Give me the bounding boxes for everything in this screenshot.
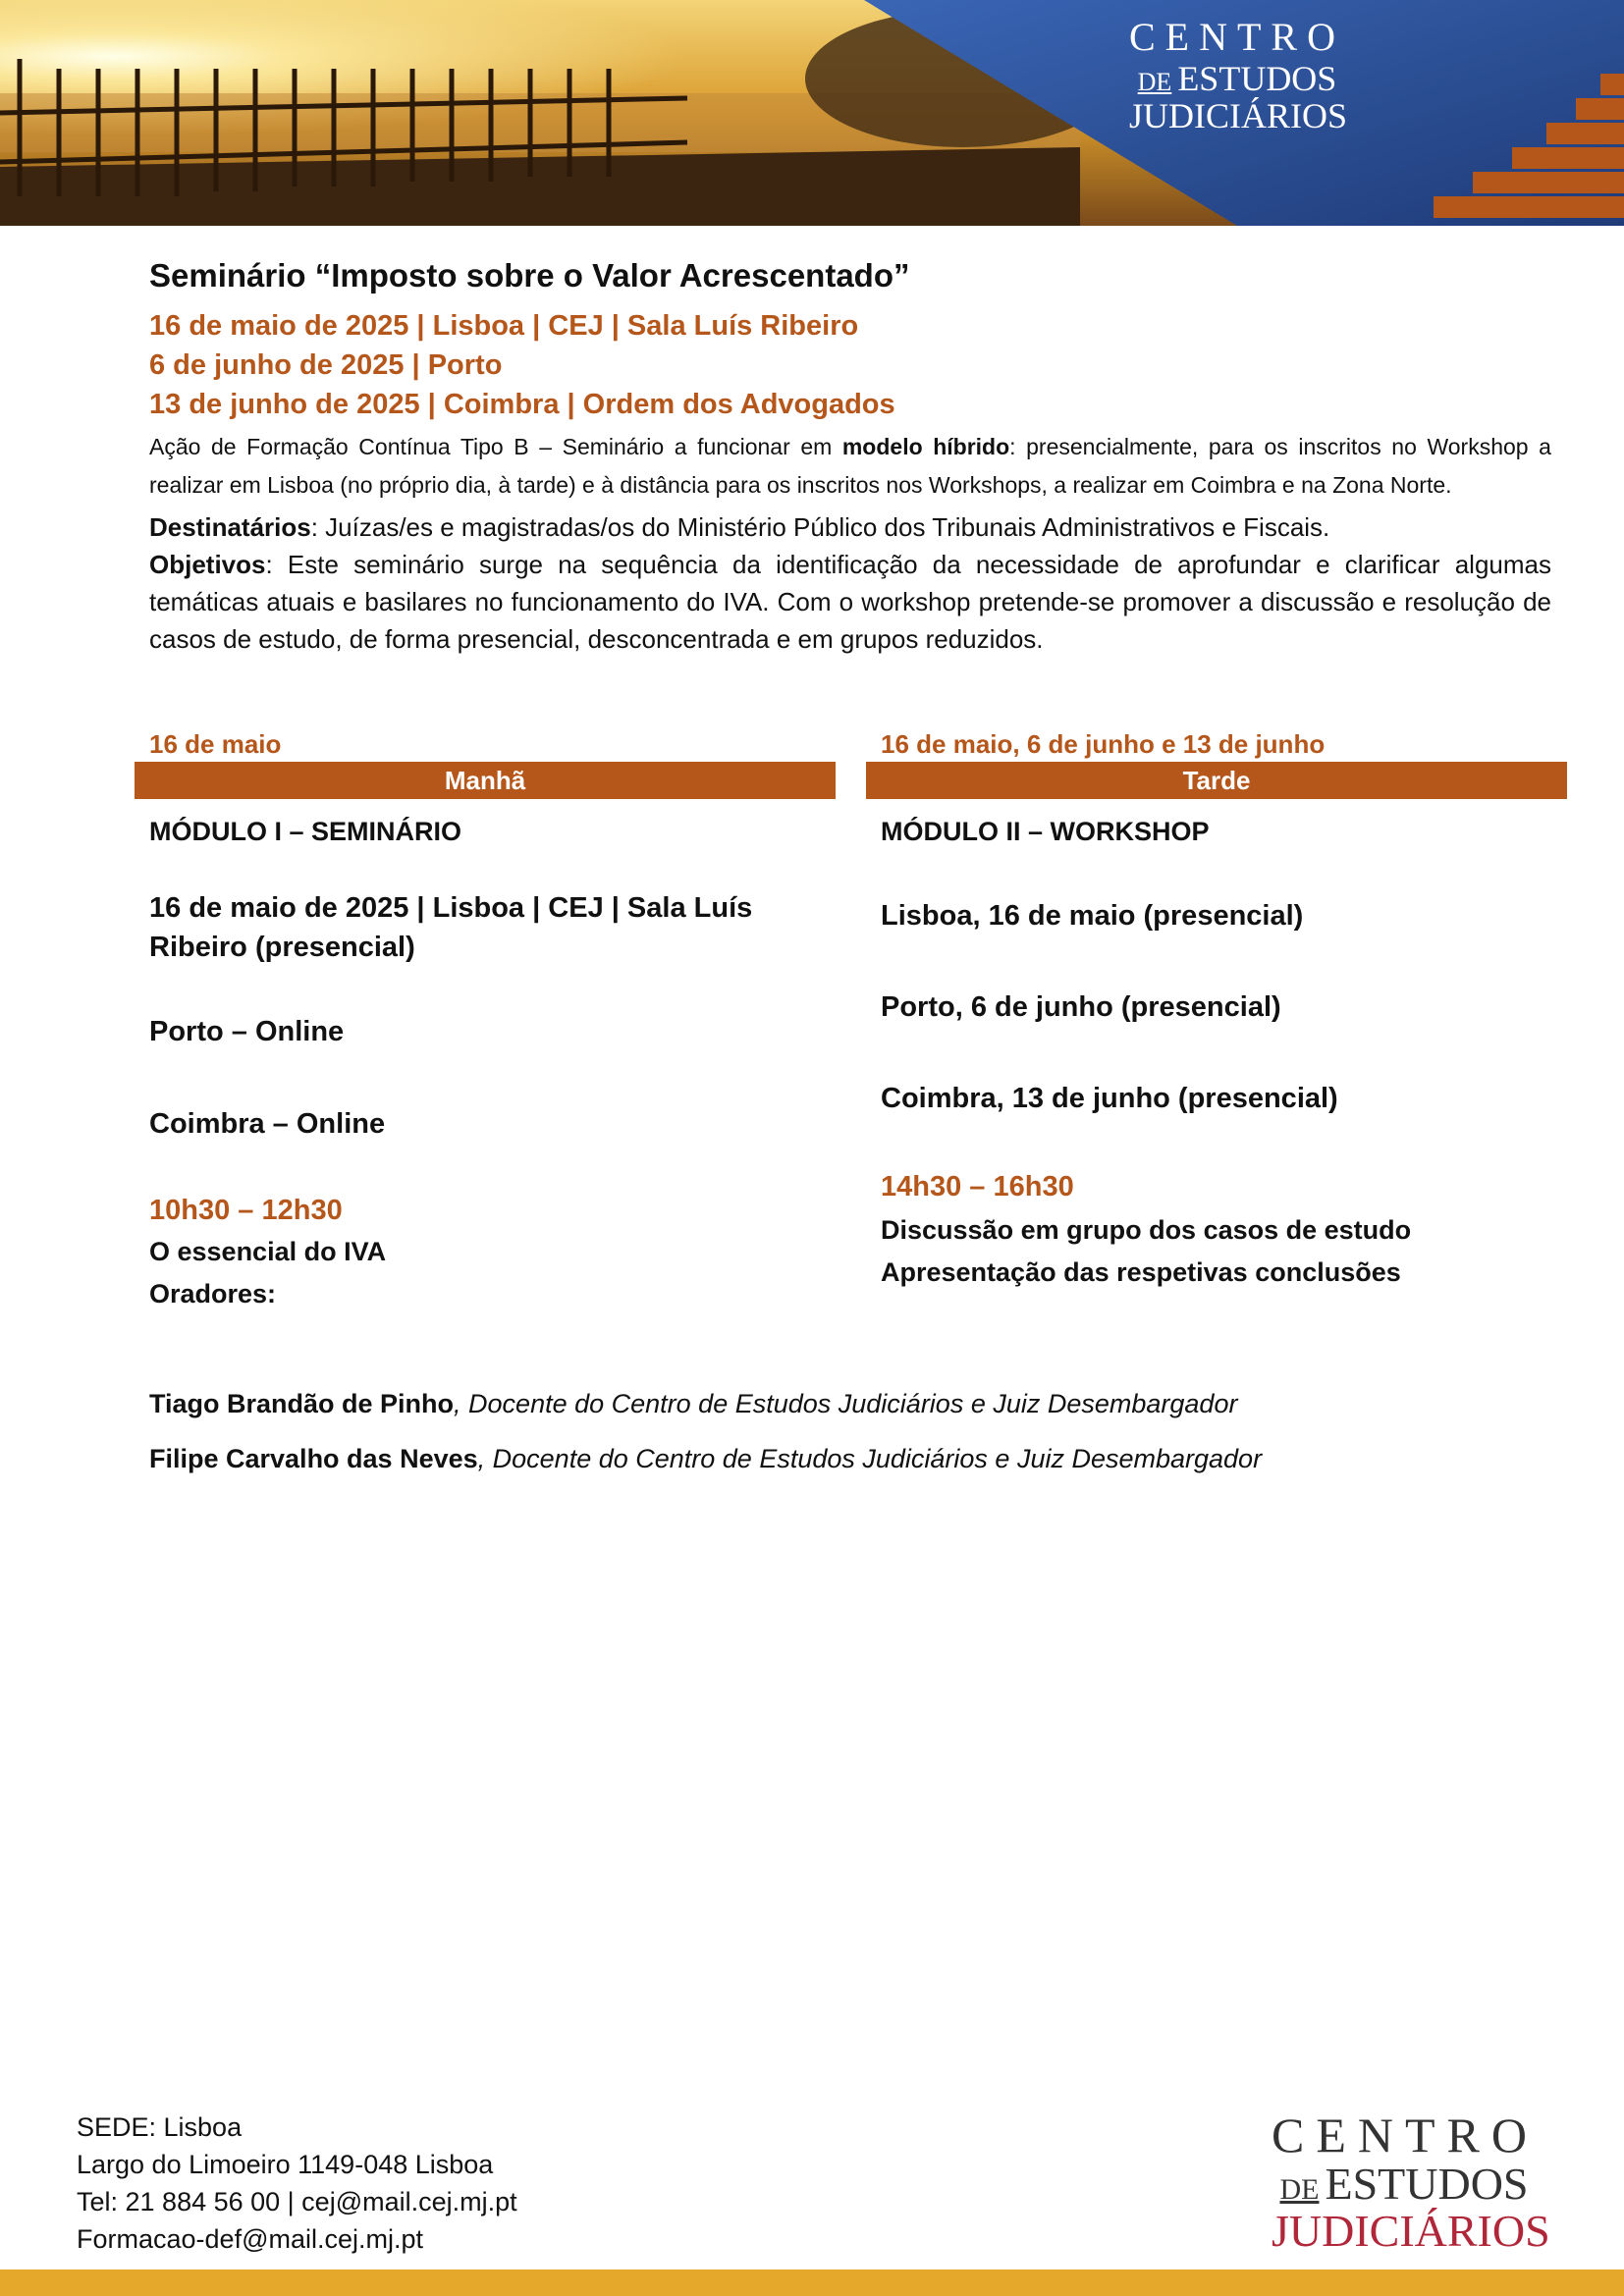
footer-logo-judiciarios: JUDICIÁRIOS [1272, 2206, 1550, 2256]
module-2-title: MÓDULO II – WORKSHOP [881, 817, 1210, 846]
logo-text-centro: CENTRO [1129, 15, 1345, 59]
audience-paragraph: Destinatários: Juízas/es e magistradas/os do Ministério Público dos Tribunais Administrativos e Fiscais. [149, 512, 1330, 542]
page-title: Seminário “Imposto sobre o Valor Acrescentado” [149, 257, 910, 294]
morning-bar: Manhã [135, 762, 836, 799]
speakers-list [149, 1384, 1524, 1494]
footer-logo-centro: CENTRO [1272, 2108, 1539, 2163]
footer-address [77, 2109, 517, 2258]
speaker-1: Tiago Brandão de Pinho, Docente do Centro de Estudos Judiciários e Juiz Desembargador [149, 1389, 1238, 1418]
morning-topic: O essencial do IVA [149, 1237, 387, 1266]
date-porto: 6 de junho de 2025 | Porto [149, 349, 503, 381]
logo-text-estudos: DE ESTUDOS [1137, 59, 1337, 98]
module-1-title: MÓDULO I – SEMINÁRIO [149, 817, 462, 846]
afternoon-location-lisboa: Lisboa, 16 de maio (presencial) [881, 900, 1304, 932]
afternoon-date: 16 de maio, 6 de junho e 13 de junho [881, 729, 1326, 759]
afternoon-location-porto: Porto, 6 de junho (presencial) [881, 991, 1281, 1023]
afternoon-time: 14h30 – 16h30 [881, 1171, 1074, 1202]
main-content [149, 257, 1551, 658]
morning-location-porto: Porto – Online [149, 1016, 345, 1047]
footer-seat: SEDE: Lisboa [77, 2112, 243, 2142]
banner-logo [1129, 15, 1348, 135]
banner-photo [0, 0, 1624, 226]
footer-bar [0, 2269, 1624, 2296]
intro-paragraph: Ação de Formação Contínua Tipo B – Seminário a funcionar em modelo híbrido: presencialmente, para os inscritos no Workshop a realizar em Lisboa (no próprio dia, à tarde) e à distância para os inscritos nos Workshops, a realizar em Coimbra e na Zona Norte. [149, 434, 1551, 498]
logo-text-judiciarios: JUDICIÁRIOS [1129, 96, 1348, 135]
footer-email: Formacao-def@mail.cej.mj.pt [77, 2224, 424, 2254]
footer-logo-estudos: DE ESTUDOS [1279, 2159, 1529, 2209]
speaker-2: Filipe Carvalho das Neves, Docente do Centro de Estudos Judiciários e Juiz Desembargador [149, 1444, 1263, 1473]
footer-logo [1272, 2108, 1550, 2256]
speakers-label: Oradores: [149, 1279, 277, 1308]
morning-time: 10h30 – 12h30 [149, 1195, 343, 1226]
date-lisboa: 16 de maio de 2025 | Lisboa | CEJ | Sala Luís Ribeiro [149, 310, 859, 342]
footer-contact: Tel: 21 884 56 00 | cej@mail.cej.mj.pt [77, 2187, 517, 2216]
header-banner [0, 0, 1624, 226]
date-coimbra: 13 de junho de 2025 | Coimbra | Ordem dos Advogados [149, 389, 895, 420]
afternoon-location-coimbra: Coimbra, 13 de junho (presencial) [881, 1083, 1338, 1114]
morning-column [135, 726, 836, 1315]
morning-date: 16 de maio [149, 729, 282, 759]
afternoon-column [866, 726, 1567, 1294]
afternoon-bar: Tarde [866, 762, 1567, 799]
morning-location-coimbra: Coimbra – Online [149, 1108, 386, 1140]
afternoon-activity-2: Apresentação das respetivas conclusões [881, 1257, 1401, 1287]
afternoon-activity-1: Discussão em grupo dos casos de estudo [881, 1215, 1412, 1245]
footer-street: Largo do Limoeiro 1149-048 Lisboa [77, 2150, 494, 2179]
objectives-paragraph: Objetivos: Este seminário surge na sequência da identificação da necessidade de aprofundar e clarificar algumas temáticas atuais e basilares no funcionamento do IVA. Com o workshop pretende-se promover a discussão e resolução de casos de estudo, de forma presencial, desconcentrada e em grupos reduzidos. [149, 550, 1551, 654]
morning-location-lisboa: 16 de maio de 2025 | Lisboa | CEJ | Sala Luís Ribeiro (presencial) [149, 892, 753, 963]
